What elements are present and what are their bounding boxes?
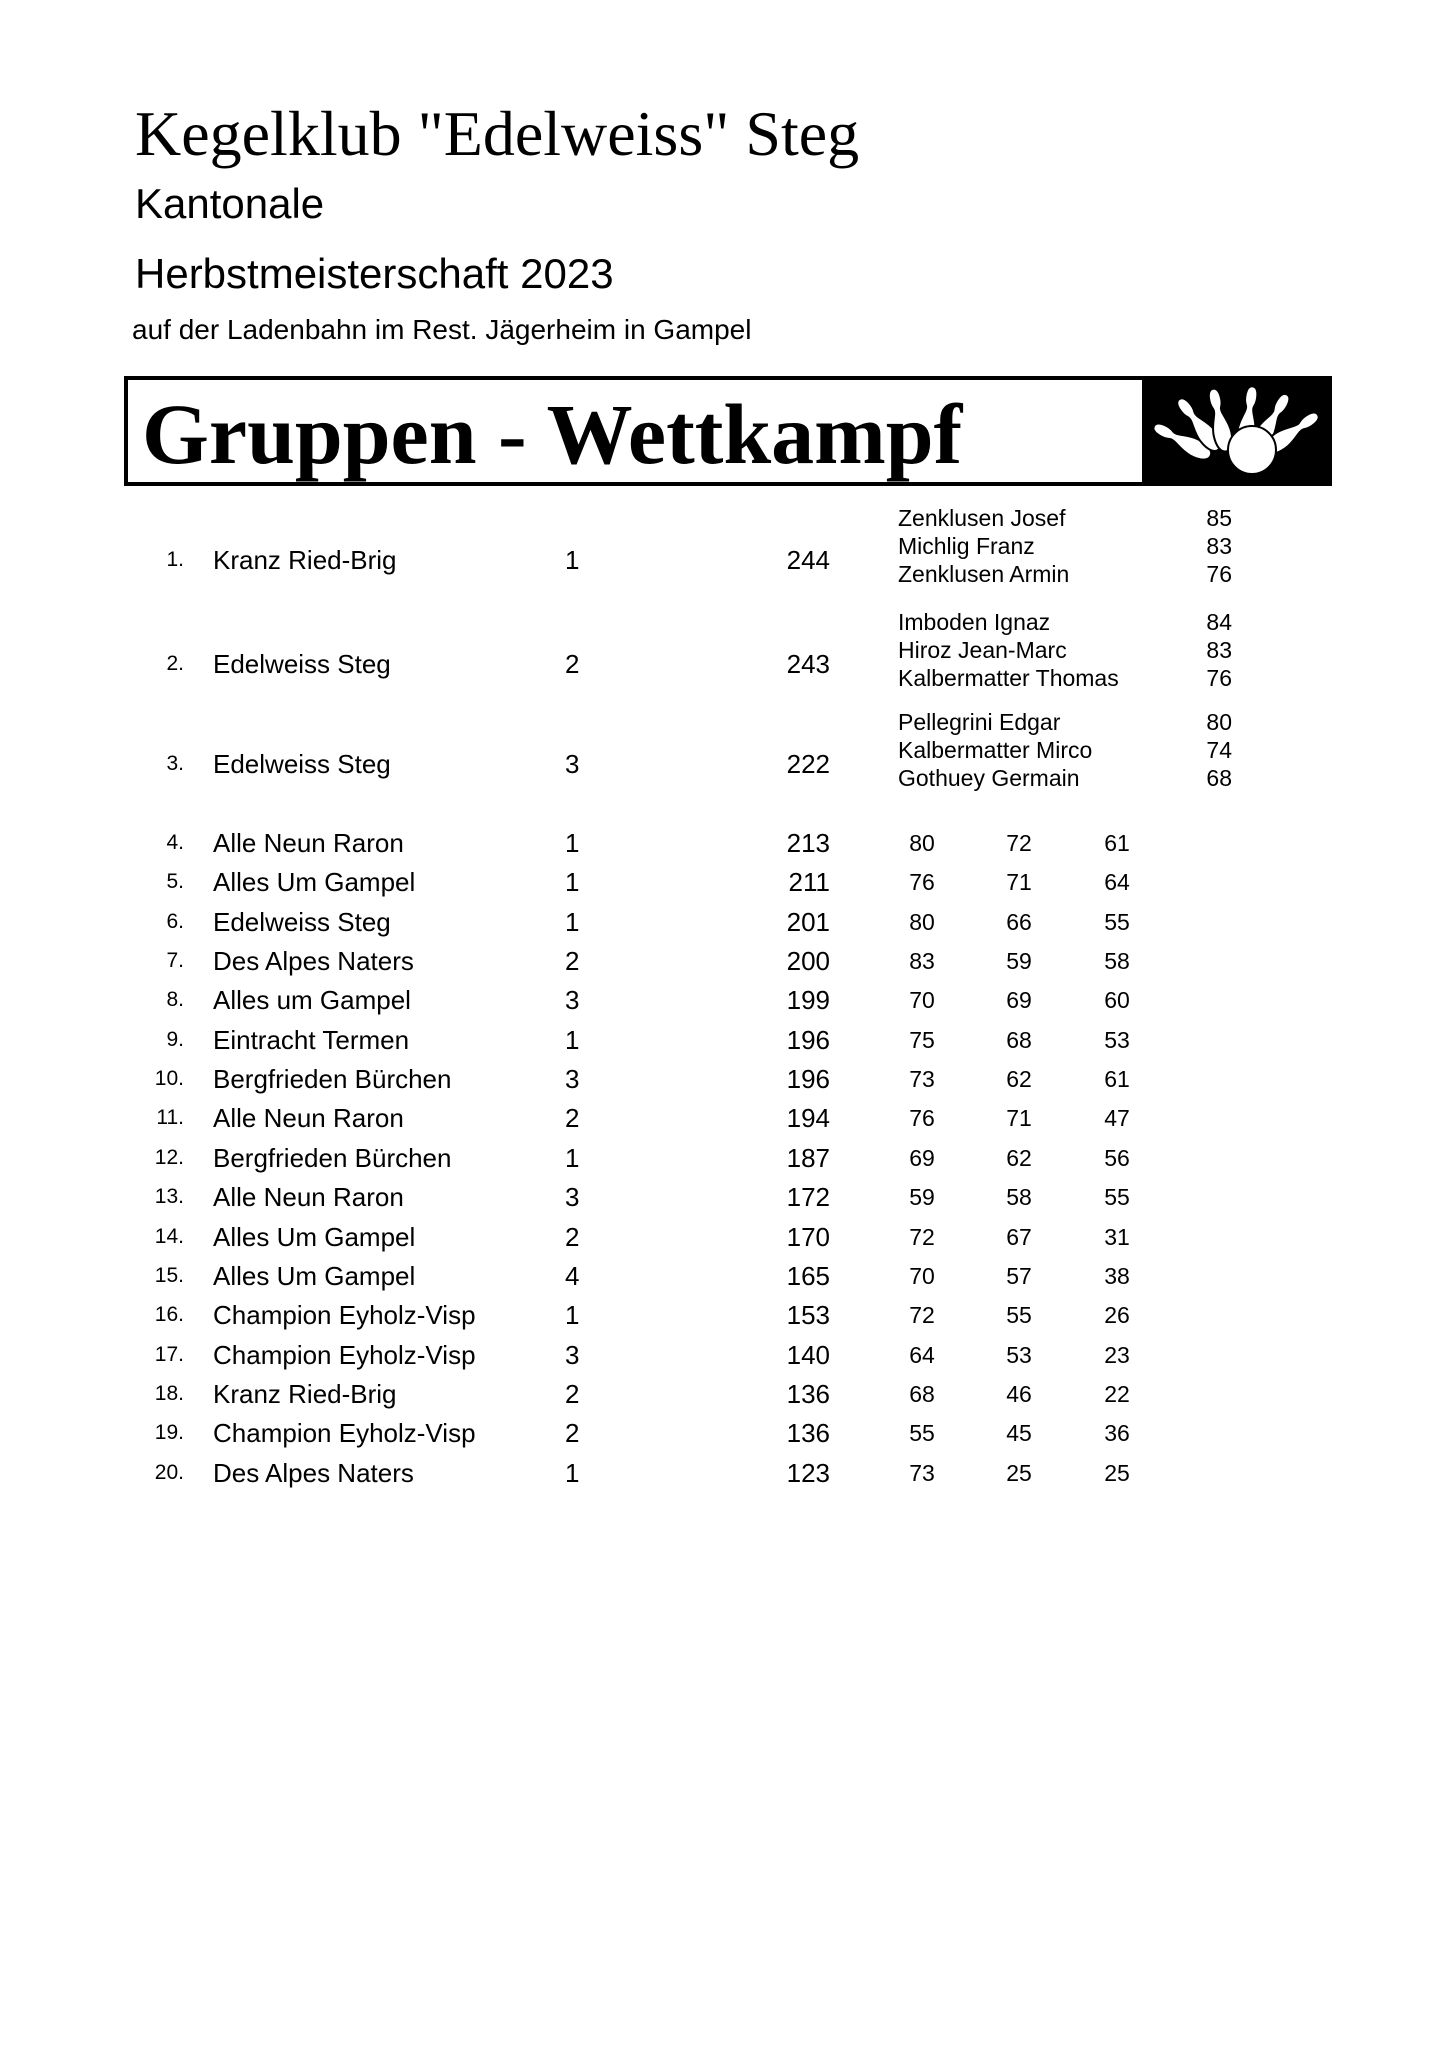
player-score: 47: [1104, 1105, 1130, 1131]
player-score: 53: [1104, 1027, 1130, 1053]
player-score: 60: [1104, 987, 1130, 1013]
player-name: Hiroz Jean-Marc: [898, 637, 1067, 663]
player-name: Pellegrini Edgar: [898, 709, 1061, 735]
rank-number: 7.: [166, 949, 184, 972]
rank-number: 14.: [154, 1225, 184, 1248]
title-banner: [124, 376, 1332, 486]
group-number: 2: [565, 649, 580, 679]
player-score: 80: [909, 830, 935, 856]
player-name: Kalbermatter Thomas: [898, 665, 1119, 691]
player-score: 80: [909, 909, 935, 935]
total-score: 123: [786, 1458, 830, 1488]
group-number: 2: [565, 1222, 580, 1252]
total-score: 213: [786, 828, 830, 858]
total-score: 194: [786, 1103, 830, 1133]
player-name: Zenklusen Josef: [898, 505, 1066, 531]
rank-number: 4.: [166, 831, 184, 854]
rank-number: 13.: [154, 1185, 184, 1208]
player-score: 64: [1104, 869, 1130, 895]
group-number: 1: [565, 1143, 580, 1173]
player-score: 72: [909, 1224, 935, 1250]
group-number: 1: [565, 1300, 580, 1330]
team-name: Eintracht Termen: [213, 1025, 410, 1055]
group-number: 2: [565, 946, 580, 976]
group-number: 3: [565, 985, 580, 1015]
rank-number: 2.: [166, 652, 184, 675]
player-score: 25: [1104, 1460, 1130, 1486]
player-score: 59: [1006, 948, 1032, 974]
rank-number: 3.: [166, 752, 184, 775]
group-number: 2: [565, 1379, 580, 1409]
rank-number: 15.: [154, 1264, 184, 1287]
team-name: Alles um Gampel: [213, 985, 411, 1015]
player-score: 70: [909, 987, 935, 1013]
player-score: 55: [1006, 1302, 1032, 1328]
player-score: 76: [909, 1105, 935, 1131]
rank-number: 19.: [154, 1421, 184, 1444]
player-score: 67: [1006, 1224, 1032, 1250]
rank-number: 8.: [166, 988, 184, 1011]
player-score: 56: [1104, 1145, 1130, 1171]
player-points: 84: [1206, 609, 1232, 635]
player-score: 62: [1006, 1145, 1032, 1171]
player-score: 58: [1006, 1184, 1032, 1210]
player-score: 83: [909, 948, 935, 974]
rank-number: 6.: [166, 910, 184, 933]
group-number: 3: [565, 1064, 580, 1094]
player-score: 68: [1006, 1027, 1032, 1053]
player-score: 55: [1104, 1184, 1130, 1210]
player-name: Imboden Ignaz: [898, 609, 1051, 635]
group-number: 1: [565, 545, 580, 575]
total-score: 243: [786, 649, 830, 679]
player-score: 22: [1104, 1381, 1130, 1407]
player-score: 23: [1104, 1342, 1130, 1368]
total-score: 222: [786, 749, 830, 779]
team-name: Alles Um Gampel: [213, 1261, 416, 1291]
bowling-pins-icon: [1142, 380, 1328, 482]
total-score: 201: [786, 907, 830, 937]
team-name: Alles Um Gampel: [213, 1222, 416, 1252]
player-score: 68: [909, 1381, 935, 1407]
player-points: 76: [1206, 561, 1232, 587]
total-score: 211: [788, 867, 830, 897]
player-score: 76: [909, 869, 935, 895]
team-name: Bergfrieden Bürchen: [213, 1064, 452, 1094]
rank-number: 11.: [156, 1106, 184, 1129]
player-score: 72: [1006, 830, 1032, 856]
player-score: 31: [1104, 1224, 1130, 1250]
team-name: Champion Eyholz-Visp: [213, 1340, 476, 1370]
group-number: 3: [565, 749, 580, 779]
total-score: 187: [786, 1143, 830, 1173]
total-score: 200: [786, 946, 830, 976]
player-score: 75: [909, 1027, 935, 1053]
total-score: 199: [786, 985, 830, 1015]
team-name: Des Alpes Naters: [213, 946, 414, 976]
player-points: 76: [1206, 665, 1232, 691]
total-score: 244: [786, 545, 830, 575]
player-score: 59: [909, 1184, 935, 1210]
player-points: 83: [1206, 533, 1232, 559]
team-name: Alle Neun Raron: [213, 828, 404, 858]
rank-number: 20.: [154, 1461, 184, 1484]
player-score: 70: [909, 1263, 935, 1289]
player-name: Kalbermatter Mirco: [898, 737, 1093, 763]
total-score: 196: [786, 1064, 830, 1094]
player-name: Zenklusen Armin: [898, 561, 1070, 587]
player-score: 72: [909, 1302, 935, 1328]
rank-number: 10.: [154, 1067, 184, 1090]
subtitle-championship: Herbstmeisterschaft 2023: [135, 250, 614, 297]
player-score: 73: [909, 1066, 935, 1092]
player-score: 26: [1104, 1302, 1130, 1328]
group-number: 1: [565, 1458, 580, 1488]
team-name: Alle Neun Raron: [213, 1103, 404, 1133]
rank-number: 9.: [166, 1028, 184, 1051]
team-name: Alles Um Gampel: [213, 867, 416, 897]
player-score: 69: [1006, 987, 1032, 1013]
group-number: 3: [565, 1340, 580, 1370]
team-name: Edelweiss Steg: [213, 649, 391, 679]
rank-number: 18.: [154, 1382, 184, 1405]
player-score: 57: [1006, 1263, 1032, 1289]
team-name: Kranz Ried-Brig: [213, 1379, 397, 1409]
player-score: 64: [909, 1342, 935, 1368]
group-number: 2: [565, 1103, 580, 1133]
rank-number: 1.: [166, 548, 184, 571]
player-score: 36: [1104, 1420, 1130, 1446]
total-score: 153: [786, 1300, 830, 1330]
player-score: 58: [1104, 948, 1130, 974]
team-name: Edelweiss Steg: [213, 907, 391, 937]
player-score: 38: [1104, 1263, 1130, 1289]
player-score: 73: [909, 1460, 935, 1486]
rank-number: 17.: [154, 1343, 184, 1366]
player-score: 71: [1006, 869, 1032, 895]
group-number: 2: [565, 1418, 580, 1448]
player-score: 61: [1104, 1066, 1130, 1092]
subtitle-kantonale: Kantonale: [135, 180, 325, 227]
venue-line: auf der Ladenbahn im Rest. Jägerheim in Gampel: [132, 314, 752, 345]
player-score: 62: [1006, 1066, 1032, 1092]
total-score: 136: [786, 1418, 830, 1448]
player-score: 53: [1006, 1342, 1032, 1368]
group-number: 1: [565, 828, 580, 858]
total-score: 136: [786, 1379, 830, 1409]
player-score: 25: [1006, 1460, 1032, 1486]
group-number: 1: [565, 1025, 580, 1055]
total-score: 196: [786, 1025, 830, 1055]
player-score: 69: [909, 1145, 935, 1171]
team-name: Alle Neun Raron: [213, 1182, 404, 1212]
team-name: Edelweiss Steg: [213, 749, 391, 779]
player-score: 46: [1006, 1381, 1032, 1407]
team-name: Des Alpes Naters: [213, 1458, 414, 1488]
rank-number: 16.: [154, 1303, 184, 1326]
player-name: Gothuey Germain: [898, 765, 1080, 791]
player-points: 74: [1206, 737, 1232, 763]
player-score: 45: [1006, 1420, 1032, 1446]
group-number: 4: [565, 1261, 580, 1291]
group-number: 1: [565, 867, 580, 897]
total-score: 165: [786, 1261, 830, 1291]
total-score: 170: [786, 1222, 830, 1252]
team-name: Bergfrieden Bürchen: [213, 1143, 452, 1173]
player-score: 66: [1006, 909, 1032, 935]
team-name: Kranz Ried-Brig: [213, 545, 397, 575]
group-number: 3: [565, 1182, 580, 1212]
player-score: 55: [909, 1420, 935, 1446]
player-score: 55: [1104, 909, 1130, 935]
group-number: 1: [565, 907, 580, 937]
player-points: 80: [1206, 709, 1232, 735]
rank-number: 5.: [166, 870, 184, 893]
team-name: Champion Eyholz-Visp: [213, 1418, 476, 1448]
banner-title: Gruppen - Wettkampf: [142, 386, 963, 482]
player-points: 85: [1206, 505, 1232, 531]
rank-number: 12.: [154, 1146, 184, 1169]
total-score: 172: [786, 1182, 830, 1212]
total-score: 140: [786, 1340, 830, 1370]
player-points: 68: [1206, 765, 1232, 791]
player-points: 83: [1206, 637, 1232, 663]
team-name: Champion Eyholz-Visp: [213, 1300, 476, 1330]
player-score: 71: [1006, 1105, 1032, 1131]
player-name: Michlig Franz: [898, 533, 1035, 559]
club-title: Kegelklub "Edelweiss" Steg: [135, 98, 860, 169]
player-score: 61: [1104, 830, 1130, 856]
